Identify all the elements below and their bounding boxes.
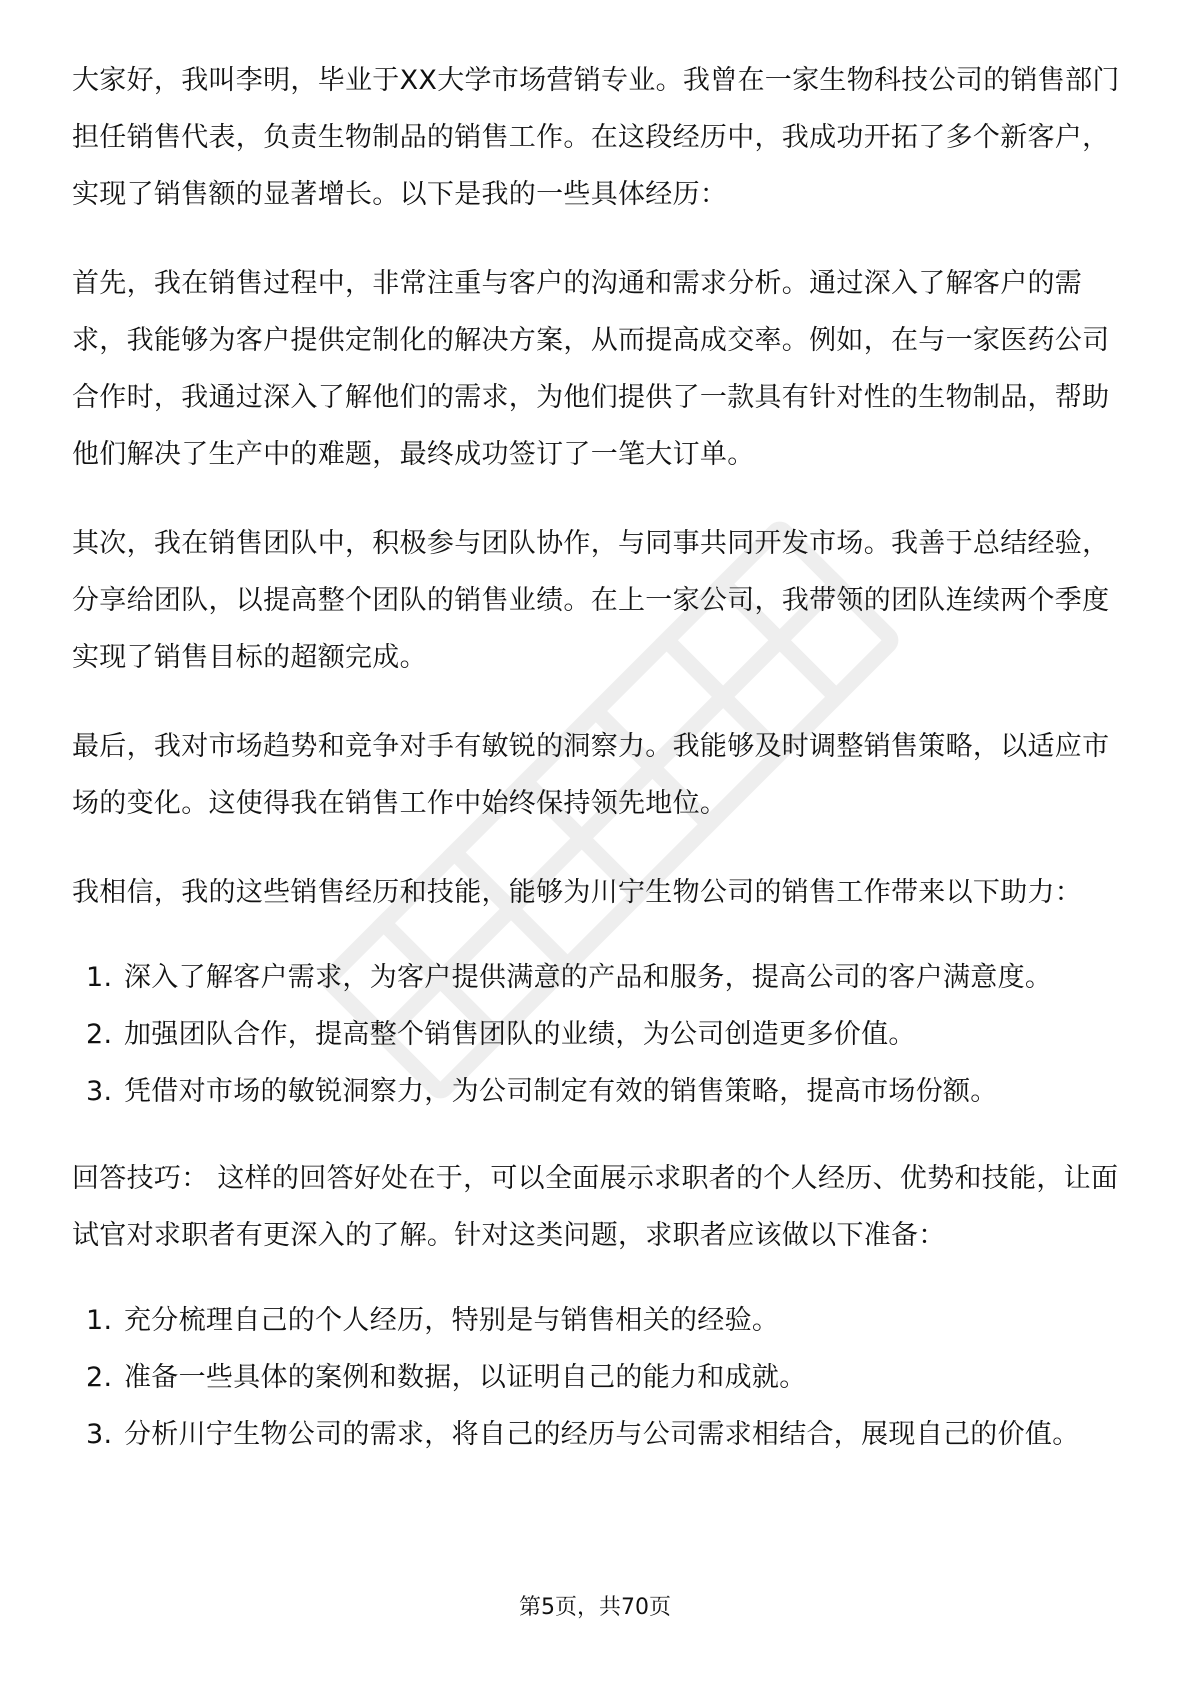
paragraph-believe: 我相信，我的这些销售经历和技能，能够为川宁生物公司的销售工作带来以下助力： bbox=[72, 877, 1083, 908]
preparation-list bbox=[72, 1292, 1122, 1463]
list-item: 2. 准备一些具体的案例和数据，以证明自己的能力和成就。 bbox=[86, 1362, 807, 1393]
paragraph-last: 最后，我对市场趋势和竞争对手有敏锐的洞察力。我能够及时调整销售策略，以适应市场的变化。这使得我在销售工作中始终保持领先地位。 bbox=[72, 731, 1110, 819]
page-footer: 第5页，共70页 bbox=[519, 1595, 671, 1620]
paragraph-first: 首先，我在销售过程中，非常注重与客户的沟通和需求分析。通过深入了解客户的需求，我能够为客户提供定制化的解决方案，从而提高成交率。例如，在与一家医药公司合作时，我通过深入了解他们的需求，为他们提供了一款具有针对性的生物制品，帮助他们解决了生产中的难题，最终成功签订了一笔大订单。 bbox=[72, 268, 1110, 470]
paragraph-intro: 大家好，我叫李明，毕业于XX大学市场营销专业。我曾在一家生物科技公司的销售部门担任销售代表，负责生物制品的销售工作。在这段经历中，我成功开拓了多个新客户，实现了销售额的显著增长。以下是我的一些具体经历： bbox=[72, 65, 1120, 210]
list-item: 3. 凭借对市场的敏锐洞察力，为公司制定有效的销售策略，提高市场份额。 bbox=[86, 1076, 998, 1107]
paragraph-second: 其次，我在销售团队中，积极参与团队协作，与同事共同开发市场。我善于总结经验，分享给团队，以提高整个团队的销售业绩。在上一家公司，我带领的团队连续两个季度实现了销售目标的超额完成。 bbox=[72, 528, 1110, 673]
contribution-list bbox=[72, 949, 1122, 1120]
list-item: 1. 充分梳理自己的个人经历，特别是与销售相关的经验。 bbox=[86, 1305, 780, 1336]
list-item: 1. 深入了解客户需求，为客户提供满意的产品和服务，提高公司的客户满意度。 bbox=[86, 962, 1053, 993]
list-item: 3. 分析川宁生物公司的需求，将自己的经历与公司需求相结合，展现自己的价值。 bbox=[86, 1419, 1080, 1450]
document-body bbox=[72, 52, 1122, 1493]
list-item: 2. 加强团队合作，提高整个销售团队的业绩，为公司创造更多价值。 bbox=[86, 1019, 916, 1050]
paragraph-tips: 回答技巧： 这样的回答好处在于，可以全面展示求职者的个人经历、优势和技能，让面试官对求职者有更深入的了解。针对这类问题，求职者应该做以下准备： bbox=[72, 1163, 1119, 1251]
